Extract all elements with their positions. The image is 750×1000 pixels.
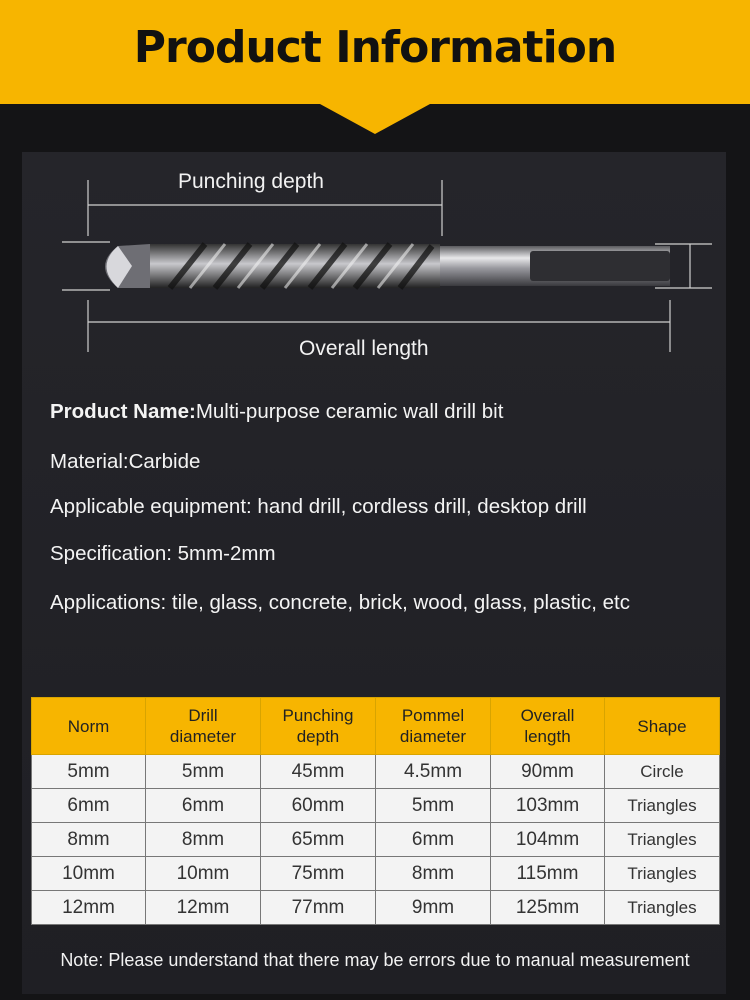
table-header-cell (261, 698, 376, 755)
table-cell: 8mm (146, 823, 261, 857)
table-row (32, 823, 720, 857)
table-cell: 6mm (32, 789, 146, 823)
table-body (32, 755, 720, 925)
table-cell: 103mm (491, 789, 605, 823)
table-cell: 6mm (146, 789, 261, 823)
table-row (32, 789, 720, 823)
table-header-text: Drill (188, 706, 218, 725)
table-cell: 45mm (261, 755, 376, 789)
table-header-row (32, 698, 720, 755)
applications-line: Applications: tile, glass, concrete, brick, wood, glass, plastic, etc (50, 591, 630, 614)
material-line: Material:Carbide (50, 450, 201, 473)
table-header-text: length (524, 727, 571, 746)
table-cell: 8mm (32, 823, 146, 857)
table-cell: 115mm (491, 857, 605, 891)
table-cell: Triangles (605, 891, 720, 925)
table-cell: 104mm (491, 823, 605, 857)
table-cell: 10mm (32, 857, 146, 891)
product-name-label: Product Name: (50, 400, 196, 423)
table-cell: Triangles (605, 857, 720, 891)
table-header-cell (491, 698, 605, 755)
table-cell: 75mm (261, 857, 376, 891)
table-cell: 125mm (491, 891, 605, 925)
equipment-line: Applicable equipment: hand drill, cordless drill, desktop drill (50, 495, 587, 518)
table-header-text: Punching (282, 706, 354, 725)
table-header-cell (605, 698, 720, 755)
table-cell: 5mm (32, 755, 146, 789)
table-cell: 12mm (146, 891, 261, 925)
table-cell: 4.5mm (376, 755, 491, 789)
drill-bit-image (105, 244, 670, 288)
table-cell: 65mm (261, 823, 376, 857)
table-cell: 9mm (376, 891, 491, 925)
table-cell: Triangles (605, 789, 720, 823)
page-title: Product Information (133, 22, 617, 73)
table-row (32, 857, 720, 891)
table-cell: 6mm (376, 823, 491, 857)
table-cell: 77mm (261, 891, 376, 925)
table-header-cell (32, 698, 146, 755)
product-name-line (50, 400, 503, 424)
table-header-cell (146, 698, 261, 755)
specification-line: Specification: 5mm-2mm (50, 542, 276, 565)
punching-depth-label: Punching depth (178, 170, 324, 193)
table-cell: Circle (605, 755, 720, 789)
table-cell: 60mm (261, 789, 376, 823)
table-row (32, 755, 720, 789)
table-cell: 10mm (146, 857, 261, 891)
table-row (32, 891, 720, 925)
table-cell: 5mm (146, 755, 261, 789)
table-header-text: Shape (637, 716, 687, 736)
table-header-cell (376, 698, 491, 755)
table-cell: 90mm (491, 755, 605, 789)
table-header-text: Norm (67, 716, 110, 736)
table-header-text: diameter (169, 727, 237, 746)
table-cell: 8mm (376, 857, 491, 891)
table-cell: 12mm (32, 891, 146, 925)
product-name-value: Multi-purpose ceramic wall drill bit (195, 400, 504, 423)
measurement-note: Note: Please understand that there may be errors due to manual measurement (60, 950, 690, 970)
table-header-text: Overall (520, 706, 575, 725)
table-header-text: depth (296, 727, 340, 746)
table-cell: Triangles (605, 823, 720, 857)
table-header-text: Pommel (401, 706, 465, 725)
table-cell: 5mm (376, 789, 491, 823)
drill-bit-diagram (0, 0, 750, 380)
table-header-text: diameter (399, 727, 467, 746)
spec-table (31, 697, 720, 925)
overall-length-label: Overall length (299, 337, 429, 360)
